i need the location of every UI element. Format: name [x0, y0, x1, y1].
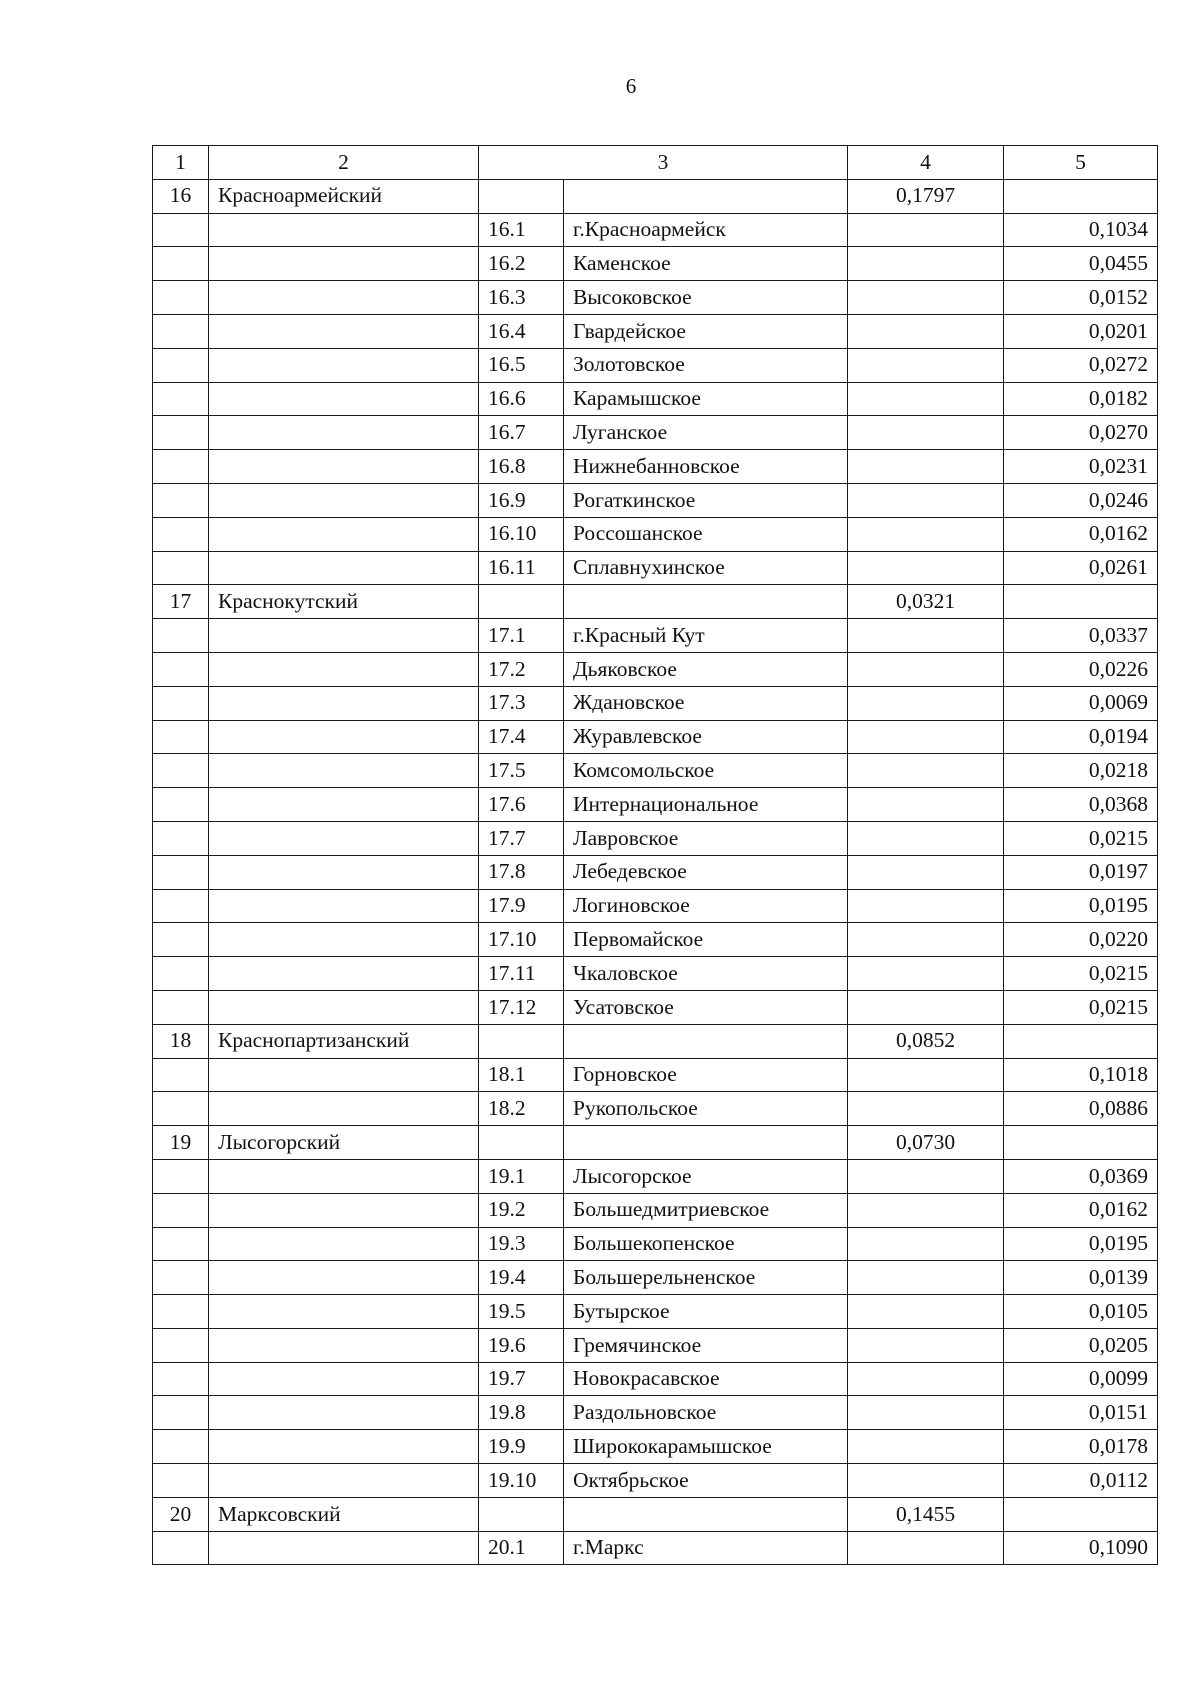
- district-coefficient: [848, 1058, 1004, 1092]
- district-coefficient: [848, 855, 1004, 889]
- settlement-name: Интернациональное: [564, 788, 848, 822]
- district-name: [209, 1092, 479, 1126]
- settlement-row: [153, 754, 1158, 788]
- settlement-row: [153, 1058, 1158, 1092]
- row-number: [153, 821, 209, 855]
- district-name: [209, 382, 479, 416]
- settlement-coefficient: 0,0201: [1004, 314, 1158, 348]
- settlement-coefficient: [1004, 179, 1158, 213]
- settlement-code: 16.6: [479, 382, 564, 416]
- settlement-code: 16.10: [479, 517, 564, 551]
- settlement-name: г.Красный Кут: [564, 619, 848, 653]
- settlement-code: 16.7: [479, 416, 564, 450]
- row-number: [153, 213, 209, 247]
- row-number: [153, 1193, 209, 1227]
- settlement-name: Высоковское: [564, 281, 848, 315]
- settlement-name: Горновское: [564, 1058, 848, 1092]
- district-name: [209, 1362, 479, 1396]
- settlement-code: 17.11: [479, 957, 564, 991]
- settlement-coefficient: 0,0069: [1004, 686, 1158, 720]
- district-name: [209, 720, 479, 754]
- settlement-name: Большекопенское: [564, 1227, 848, 1261]
- header-col-1: 1: [153, 146, 209, 180]
- district-coefficient: [848, 281, 1004, 315]
- settlement-code: 19.10: [479, 1464, 564, 1498]
- settlement-name: Нижнебанновское: [564, 450, 848, 484]
- row-number: [153, 788, 209, 822]
- settlement-name: Лысогорское: [564, 1159, 848, 1193]
- settlement-row: [153, 1328, 1158, 1362]
- district-name: [209, 1295, 479, 1329]
- settlement-coefficient: 0,0886: [1004, 1092, 1158, 1126]
- row-number: [153, 889, 209, 923]
- district-coefficient: [848, 619, 1004, 653]
- settlement-coefficient: 0,1090: [1004, 1531, 1158, 1565]
- district-name: [209, 1531, 479, 1565]
- settlement-name: Карамышское: [564, 382, 848, 416]
- row-number: [153, 281, 209, 315]
- row-number: [153, 720, 209, 754]
- district-coefficient: [848, 990, 1004, 1024]
- settlement-code: 16.9: [479, 483, 564, 517]
- settlement-code: 17.12: [479, 990, 564, 1024]
- district-coefficient: [848, 1396, 1004, 1430]
- settlement-row: [153, 450, 1158, 484]
- settlement-name: Лавровское: [564, 821, 848, 855]
- settlement-name: Лебедевское: [564, 855, 848, 889]
- settlement-coefficient: [1004, 1126, 1158, 1160]
- district-coefficient: [848, 1295, 1004, 1329]
- district-name: [209, 1227, 479, 1261]
- district-name: [209, 957, 479, 991]
- district-coefficient: [848, 213, 1004, 247]
- settlement-name: Дьяковское: [564, 652, 848, 686]
- settlement-row: [153, 788, 1158, 822]
- settlement-name: Октябрьское: [564, 1464, 848, 1498]
- settlement-row: [153, 720, 1158, 754]
- settlement-code: 17.2: [479, 652, 564, 686]
- settlement-code: 20.1: [479, 1531, 564, 1565]
- settlement-name: Россошанское: [564, 517, 848, 551]
- row-number: 16: [153, 179, 209, 213]
- district-coefficient: [848, 652, 1004, 686]
- settlement-row: [153, 416, 1158, 450]
- settlement-name: Золотовское: [564, 348, 848, 382]
- district-coefficient: [848, 1328, 1004, 1362]
- settlement-row: [153, 1227, 1158, 1261]
- district-row: [153, 179, 1158, 213]
- district-coefficient: 0,1797: [848, 179, 1004, 213]
- settlement-coefficient: 0,0337: [1004, 619, 1158, 653]
- settlement-row: [153, 619, 1158, 653]
- district-name: [209, 1261, 479, 1295]
- settlement-row: [153, 1464, 1158, 1498]
- district-name: [209, 1193, 479, 1227]
- district-coefficient: [848, 1092, 1004, 1126]
- settlement-name: [564, 585, 848, 619]
- settlement-row: [153, 889, 1158, 923]
- settlement-code: 17.5: [479, 754, 564, 788]
- settlement-name: [564, 1024, 848, 1058]
- settlement-row: [153, 855, 1158, 889]
- district-name: [209, 247, 479, 281]
- settlement-name: Журавлевское: [564, 720, 848, 754]
- row-number: [153, 348, 209, 382]
- settlement-name: Каменское: [564, 247, 848, 281]
- row-number: [153, 247, 209, 281]
- settlement-coefficient: [1004, 585, 1158, 619]
- settlement-coefficient: 0,0162: [1004, 1193, 1158, 1227]
- settlement-coefficient: 0,0162: [1004, 517, 1158, 551]
- settlement-coefficient: 0,1034: [1004, 213, 1158, 247]
- settlement-code: 19.1: [479, 1159, 564, 1193]
- district-name: [209, 821, 479, 855]
- settlement-coefficient: 0,0139: [1004, 1261, 1158, 1295]
- settlement-code: 16.1: [479, 213, 564, 247]
- row-number: [153, 1159, 209, 1193]
- header-col-5: 5: [1004, 146, 1158, 180]
- district-name: [209, 754, 479, 788]
- settlement-coefficient: 0,0151: [1004, 1396, 1158, 1430]
- settlement-row: [153, 1261, 1158, 1295]
- district-coefficient: [848, 247, 1004, 281]
- settlement-code: 17.4: [479, 720, 564, 754]
- row-number: [153, 754, 209, 788]
- row-number: [153, 923, 209, 957]
- settlement-row: [153, 1092, 1158, 1126]
- district-name: [209, 855, 479, 889]
- district-coefficient: [848, 1464, 1004, 1498]
- settlement-row: [153, 1193, 1158, 1227]
- settlement-name: Рогаткинское: [564, 483, 848, 517]
- row-number: [153, 1092, 209, 1126]
- district-name: [209, 1430, 479, 1464]
- district-coefficient: [848, 821, 1004, 855]
- settlement-name: г.Маркс: [564, 1531, 848, 1565]
- settlement-name: Ширококарамышское: [564, 1430, 848, 1464]
- district-name: [209, 450, 479, 484]
- settlement-row: [153, 990, 1158, 1024]
- settlement-row: [153, 1396, 1158, 1430]
- district-coefficient: [848, 551, 1004, 585]
- settlement-code: 16.5: [479, 348, 564, 382]
- row-number: [153, 1295, 209, 1329]
- settlement-code: [479, 1126, 564, 1160]
- settlement-row: [153, 348, 1158, 382]
- district-name: [209, 1328, 479, 1362]
- settlement-name: Большерельненское: [564, 1261, 848, 1295]
- district-name: [209, 348, 479, 382]
- settlement-coefficient: 0,0178: [1004, 1430, 1158, 1464]
- settlement-row: [153, 686, 1158, 720]
- header-col-3: 3: [479, 146, 848, 180]
- settlement-name: Ждановское: [564, 686, 848, 720]
- settlement-code: 19.4: [479, 1261, 564, 1295]
- settlement-code: 19.3: [479, 1227, 564, 1261]
- settlement-row: [153, 1430, 1158, 1464]
- settlement-coefficient: 0,0215: [1004, 990, 1158, 1024]
- settlement-coefficient: 0,0220: [1004, 923, 1158, 957]
- settlement-coefficient: 0,0182: [1004, 382, 1158, 416]
- settlement-row: [153, 1295, 1158, 1329]
- page-number: 6: [625, 74, 637, 98]
- settlement-row: [153, 213, 1158, 247]
- settlement-coefficient: 0,0246: [1004, 483, 1158, 517]
- settlement-coefficient: 0,0195: [1004, 1227, 1158, 1261]
- row-number: [153, 1531, 209, 1565]
- row-number: [153, 686, 209, 720]
- settlement-coefficient: 0,0105: [1004, 1295, 1158, 1329]
- settlement-row: [153, 1362, 1158, 1396]
- district-name: Красноармейский: [209, 179, 479, 213]
- settlement-row: [153, 314, 1158, 348]
- district-coefficient: [848, 788, 1004, 822]
- settlement-name: Гремячинское: [564, 1328, 848, 1362]
- settlement-coefficient: 0,1018: [1004, 1058, 1158, 1092]
- settlement-code: 17.7: [479, 821, 564, 855]
- row-number: [153, 1430, 209, 1464]
- district-coefficient: [848, 450, 1004, 484]
- header-col-4: 4: [848, 146, 1004, 180]
- settlement-code: 19.7: [479, 1362, 564, 1396]
- settlement-name: Первомайское: [564, 923, 848, 957]
- district-coefficient: [848, 483, 1004, 517]
- settlement-coefficient: [1004, 1497, 1158, 1531]
- settlement-coefficient: 0,0205: [1004, 1328, 1158, 1362]
- settlement-name: Сплавнухинское: [564, 551, 848, 585]
- district-coefficient: [848, 382, 1004, 416]
- district-coefficient: [848, 1261, 1004, 1295]
- settlement-code: 19.2: [479, 1193, 564, 1227]
- settlement-row: [153, 382, 1158, 416]
- settlement-code: 17.8: [479, 855, 564, 889]
- settlement-code: 17.10: [479, 923, 564, 957]
- settlement-code: 17.6: [479, 788, 564, 822]
- settlement-code: 17.1: [479, 619, 564, 653]
- settlement-code: 19.9: [479, 1430, 564, 1464]
- settlement-coefficient: 0,0226: [1004, 652, 1158, 686]
- settlement-coefficient: [1004, 1024, 1158, 1058]
- district-name: [209, 551, 479, 585]
- settlement-coefficient: 0,0112: [1004, 1464, 1158, 1498]
- district-coefficient: [848, 1430, 1004, 1464]
- settlement-code: 16.8: [479, 450, 564, 484]
- settlement-name: Рукопольское: [564, 1092, 848, 1126]
- settlement-name: Усатовское: [564, 990, 848, 1024]
- district-coefficient: [848, 1193, 1004, 1227]
- settlement-row: [153, 483, 1158, 517]
- row-number: [153, 1058, 209, 1092]
- settlement-row: [153, 281, 1158, 315]
- row-number: [153, 382, 209, 416]
- settlement-coefficient: 0,0218: [1004, 754, 1158, 788]
- district-coefficient: [848, 348, 1004, 382]
- settlement-name: Чкаловское: [564, 957, 848, 991]
- settlement-row: [153, 1531, 1158, 1565]
- header-col-2: 2: [209, 146, 479, 180]
- settlement-name: г.Красноармейск: [564, 213, 848, 247]
- settlement-code: 16.4: [479, 314, 564, 348]
- settlement-row: [153, 923, 1158, 957]
- row-number: [153, 652, 209, 686]
- district-coefficient: [848, 1531, 1004, 1565]
- row-number: 18: [153, 1024, 209, 1058]
- settlement-coefficient: 0,0455: [1004, 247, 1158, 281]
- settlement-coefficient: 0,0369: [1004, 1159, 1158, 1193]
- settlement-coefficient: 0,0261: [1004, 551, 1158, 585]
- row-number: [153, 450, 209, 484]
- settlement-code: 19.8: [479, 1396, 564, 1430]
- district-name: [209, 923, 479, 957]
- district-coefficient: [848, 1362, 1004, 1396]
- settlement-code: 16.2: [479, 247, 564, 281]
- district-coefficient: [848, 1159, 1004, 1193]
- settlement-row: [153, 957, 1158, 991]
- settlement-coefficient: 0,0195: [1004, 889, 1158, 923]
- row-number: [153, 416, 209, 450]
- row-number: [153, 619, 209, 653]
- settlement-code: [479, 179, 564, 213]
- settlement-coefficient: 0,0215: [1004, 957, 1158, 991]
- settlement-coefficient: 0,0194: [1004, 720, 1158, 754]
- district-name: [209, 686, 479, 720]
- settlement-code: 16.3: [479, 281, 564, 315]
- district-coefficient: [848, 889, 1004, 923]
- district-name: Краснокутский: [209, 585, 479, 619]
- row-number: [153, 483, 209, 517]
- row-number: [153, 314, 209, 348]
- row-number: [153, 1328, 209, 1362]
- settlement-name: Большедмитриевское: [564, 1193, 848, 1227]
- district-name: [209, 788, 479, 822]
- settlement-coefficient: 0,0215: [1004, 821, 1158, 855]
- district-name: [209, 281, 479, 315]
- settlement-coefficient: 0,0270: [1004, 416, 1158, 450]
- settlement-row: [153, 821, 1158, 855]
- distribution-table: [152, 145, 1158, 1565]
- district-coefficient: [848, 686, 1004, 720]
- district-coefficient: [848, 720, 1004, 754]
- settlement-code: [479, 585, 564, 619]
- settlement-name: [564, 1126, 848, 1160]
- row-number: 20: [153, 1497, 209, 1531]
- district-row: [153, 585, 1158, 619]
- district-coefficient: [848, 957, 1004, 991]
- settlement-name: Луганское: [564, 416, 848, 450]
- district-coefficient: 0,0852: [848, 1024, 1004, 1058]
- row-number: [153, 855, 209, 889]
- settlement-code: 17.9: [479, 889, 564, 923]
- district-name: Лысогорский: [209, 1126, 479, 1160]
- row-number: [153, 1362, 209, 1396]
- settlement-name: [564, 1497, 848, 1531]
- district-name: [209, 416, 479, 450]
- settlement-code: 19.6: [479, 1328, 564, 1362]
- settlement-row: [153, 517, 1158, 551]
- settlement-name: Бутырское: [564, 1295, 848, 1329]
- settlement-name: Логиновское: [564, 889, 848, 923]
- district-coefficient: 0,1455: [848, 1497, 1004, 1531]
- row-number: [153, 990, 209, 1024]
- district-name: [209, 1464, 479, 1498]
- district-coefficient: 0,0321: [848, 585, 1004, 619]
- district-row: [153, 1497, 1158, 1531]
- settlement-name: Комсомольское: [564, 754, 848, 788]
- settlement-code: [479, 1497, 564, 1531]
- settlement-code: 18.2: [479, 1092, 564, 1126]
- settlement-coefficient: 0,0272: [1004, 348, 1158, 382]
- settlement-code: 18.1: [479, 1058, 564, 1092]
- district-name: Марксовский: [209, 1497, 479, 1531]
- settlement-name: [564, 179, 848, 213]
- settlement-row: [153, 247, 1158, 281]
- district-row: [153, 1126, 1158, 1160]
- row-number: [153, 957, 209, 991]
- district-coefficient: 0,0730: [848, 1126, 1004, 1160]
- settlement-code: 19.5: [479, 1295, 564, 1329]
- settlement-row: [153, 652, 1158, 686]
- district-name: [209, 1159, 479, 1193]
- district-name: [209, 889, 479, 923]
- settlement-code: 16.11: [479, 551, 564, 585]
- settlement-coefficient: 0,0231: [1004, 450, 1158, 484]
- district-name: [209, 213, 479, 247]
- district-name: Краснопартизанский: [209, 1024, 479, 1058]
- row-number: 17: [153, 585, 209, 619]
- table-body: [153, 146, 1158, 1565]
- row-number: 19: [153, 1126, 209, 1160]
- district-name: [209, 314, 479, 348]
- district-name: [209, 652, 479, 686]
- settlement-coefficient: 0,0099: [1004, 1362, 1158, 1396]
- district-row: [153, 1024, 1158, 1058]
- settlement-row: [153, 1159, 1158, 1193]
- row-number: [153, 517, 209, 551]
- settlement-code: [479, 1024, 564, 1058]
- district-name: [209, 1058, 479, 1092]
- settlement-name: Гвардейское: [564, 314, 848, 348]
- settlement-row: [153, 551, 1158, 585]
- district-coefficient: [848, 754, 1004, 788]
- row-number: [153, 551, 209, 585]
- district-name: [209, 990, 479, 1024]
- settlement-coefficient: 0,0152: [1004, 281, 1158, 315]
- district-coefficient: [848, 314, 1004, 348]
- table-header-row: [153, 146, 1158, 180]
- settlement-name: Новокрасавское: [564, 1362, 848, 1396]
- settlement-name: Раздольновское: [564, 1396, 848, 1430]
- row-number: [153, 1396, 209, 1430]
- settlement-coefficient: 0,0368: [1004, 788, 1158, 822]
- district-coefficient: [848, 416, 1004, 450]
- district-name: [209, 483, 479, 517]
- district-name: [209, 619, 479, 653]
- row-number: [153, 1464, 209, 1498]
- district-coefficient: [848, 923, 1004, 957]
- district-name: [209, 1396, 479, 1430]
- row-number: [153, 1261, 209, 1295]
- district-coefficient: [848, 1227, 1004, 1261]
- district-coefficient: [848, 517, 1004, 551]
- row-number: [153, 1227, 209, 1261]
- district-name: [209, 517, 479, 551]
- settlement-coefficient: 0,0197: [1004, 855, 1158, 889]
- settlement-code: 17.3: [479, 686, 564, 720]
